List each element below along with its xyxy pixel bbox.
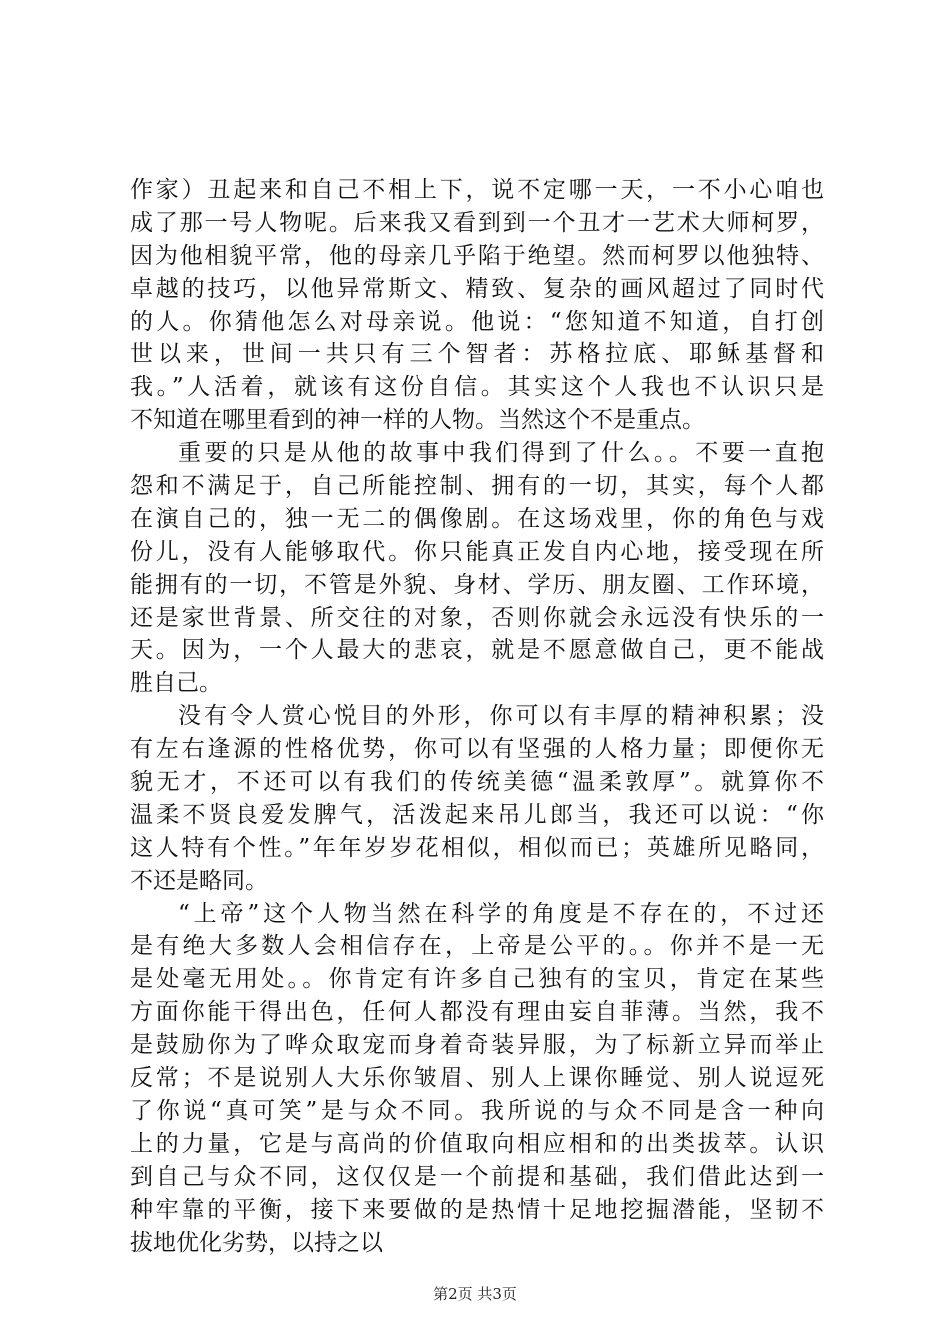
- text-line: 作家）丑起来和自己不相上下，说不定哪一天，一不小心咱也: [130, 177, 824, 203]
- text-line: 胜自己。: [130, 670, 222, 697]
- text-line: 上的力量，它是与高尚的价值取向相应相和的出类拔萃。认识: [130, 1130, 824, 1157]
- text-line: 份儿，没有人能够取代。你只能真正发自内心地，接受现在所: [130, 538, 824, 565]
- text-line: 了你说“真可笑”是与众不同。我所说的与众不同是含一种向: [130, 1097, 824, 1124]
- text-line: 不还是略同。: [130, 867, 268, 894]
- text-line: 在演自己的，独一无二的偶像剧。在这场戏里，你的角色与戏: [130, 505, 824, 532]
- text-line: 的人。你猜他怎么对母亲说。他说：“您知道不知道，自打创: [130, 308, 824, 335]
- text-line: 不知道在哪里看到的神一样的人物。当然这个不是重点。: [130, 407, 705, 434]
- paragraph-first-line: “上帝”这个人物当然在科学的角度是不存在的，不过还: [178, 900, 824, 927]
- text-line: 天。因为，一个人最大的悲哀，就是不愿意做自己，更不能战: [130, 637, 824, 664]
- text-line: 因为他相貌平常，他的母亲几乎陷于绝望。然而柯罗以他独特、: [130, 242, 824, 269]
- text-line: 貌无才，不还可以有我们的传统美德“温柔敦厚”。就算你不: [130, 769, 824, 796]
- text-line: 成了那一号人物呢。后来我又看到到一个丑才一艺术大师柯罗，: [130, 209, 824, 236]
- text-line: 到自己与众不同，这仅仅是一个前提和基础，我们借此达到一: [130, 1163, 824, 1190]
- text-line: 种牢靠的平衡，接下来要做的是热情十足地挖掘潜能，坚韧不: [130, 1196, 824, 1223]
- text-line: 反常；不是说别人大乐你皱眉、别人上课你睡觉、别人说逗死: [130, 1065, 824, 1092]
- text-line: 怨和不满足于，自己所能控制、拥有的一切，其实，每个人都: [130, 473, 824, 500]
- text-line: 我。”人活着，就该有这份自信。其实这个人我也不认识只是: [130, 374, 824, 401]
- text-line: 温柔不贤良爱发脾气，活泼起来吊儿郎当，我还可以说：“你: [130, 801, 824, 828]
- document-body: [130, 174, 824, 1259]
- text-line: 这人特有个性。”年年岁岁花相似，相似而已；英雄所见略同，: [130, 834, 824, 861]
- text-line: 卓越的技巧，以他异常斯文、精致、复杂的画风超过了同时代: [130, 275, 824, 302]
- page-number: 第2页 共3页: [433, 1285, 517, 1303]
- text-line: 方面你能干得出色，任何人都没有理由妄自菲薄。当然，我不: [130, 999, 824, 1026]
- text-line: 有左右逢源的性格优势，你可以有坚强的人格力量；即便你无: [130, 736, 824, 763]
- text-line: 是鼓励你为了哗众取宠而身着奇装异服，为了标新立异而举止: [130, 1032, 824, 1059]
- text-line: 是处毫无用处。。你肯定有许多自己独有的宝贝，肯定在某些: [130, 966, 824, 993]
- text-line: 能拥有的一切，不管是外貌、身材、学历、朋友圈、工作环境，: [130, 571, 824, 598]
- text-line: 拔地优化劣势，以持之以: [130, 1229, 383, 1256]
- paragraph-first-line: 没有令人赏心悦目的外形，你可以有丰厚的精神积累；没: [178, 703, 824, 730]
- paragraph-first-line: 重要的只是从他的故事中我们得到了什么。。不要一直抱: [178, 440, 824, 467]
- text-line: 还是家世背景、所交往的对象，否则你就会永远没有快乐的一: [130, 604, 824, 631]
- text-line: 世以来，世间一共只有三个智者：苏格拉底、耶稣基督和: [130, 341, 824, 368]
- text-line: 是有绝大多数人会相信存在，上帝是公平的。。你并不是一无: [130, 933, 824, 960]
